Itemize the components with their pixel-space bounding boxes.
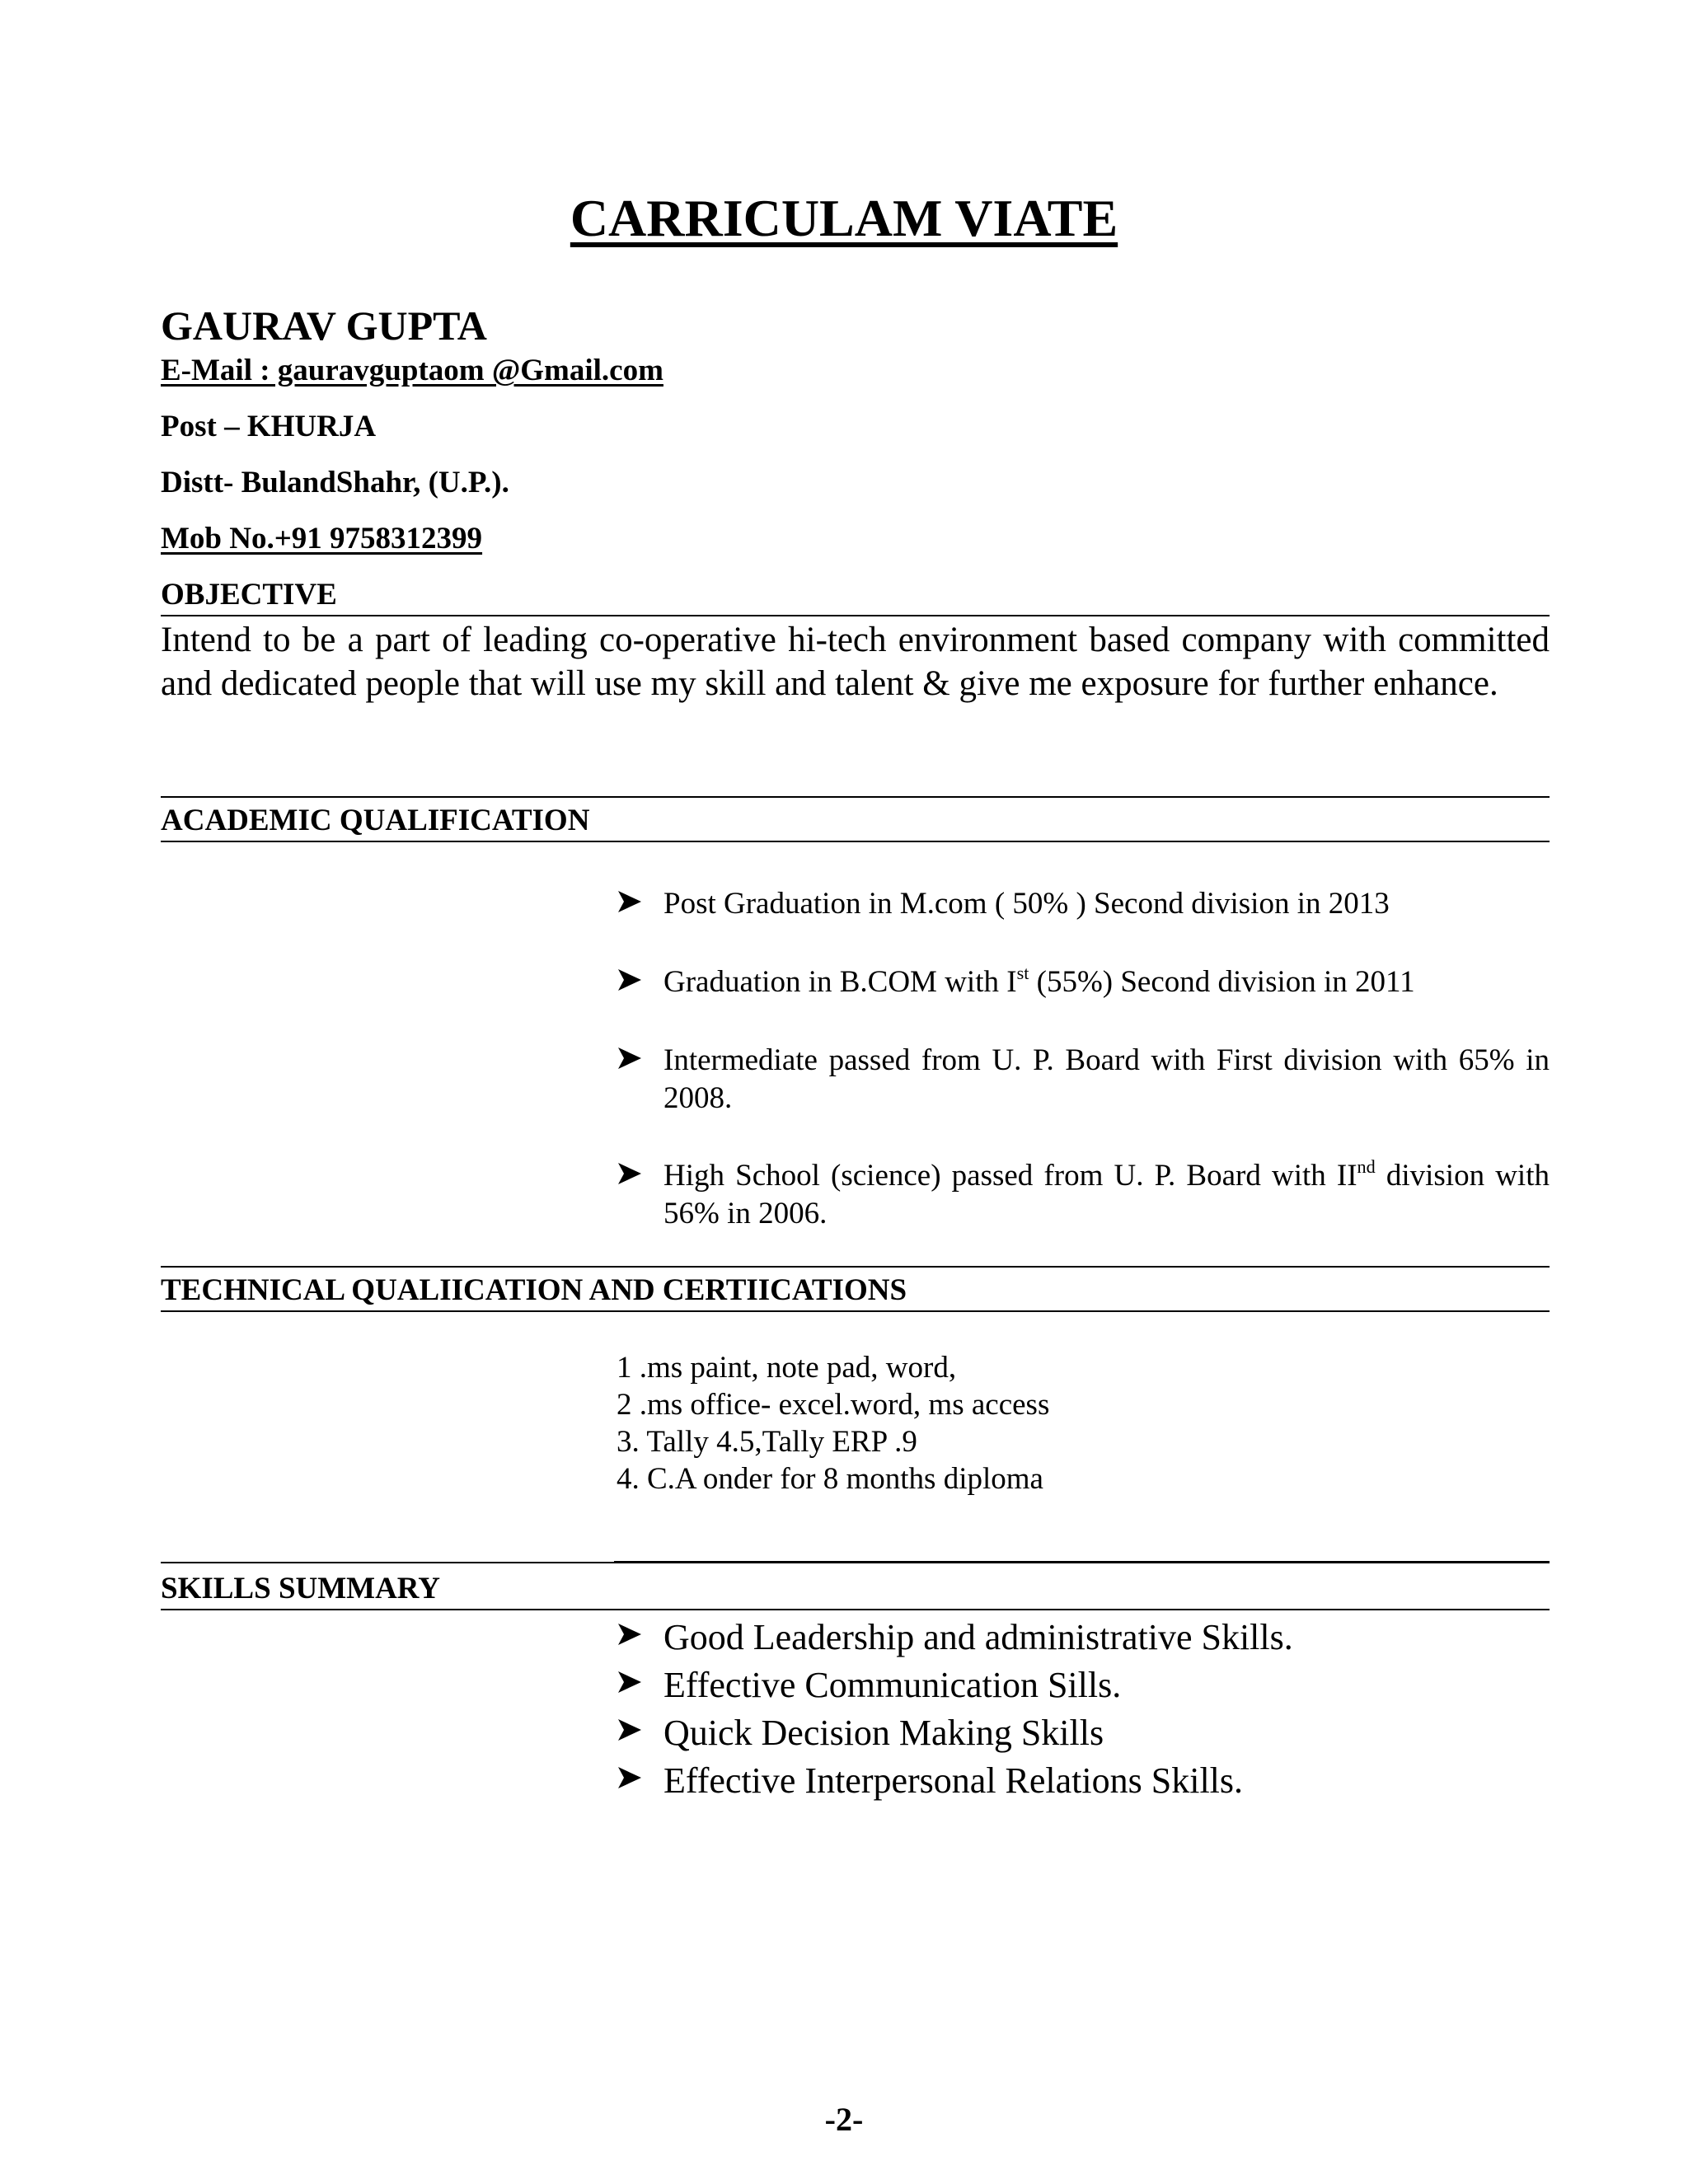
skill-item-text: Good Leadership and administrative Skills. — [663, 1617, 1293, 1657]
skills-top-rule-right — [614, 1561, 1550, 1563]
arrowhead-bullet-icon — [617, 1157, 643, 1190]
academic-item-text-post: division with 56% in 2006. — [663, 1159, 1550, 1230]
document-title: CARRICULAM VIATE — [570, 189, 1118, 247]
technical-item: 1 .ms paint, note pad, word, — [617, 1351, 957, 1385]
technical-item: 4. C.A onder for 8 months diploma — [617, 1462, 1043, 1496]
arrowhead-bullet-icon — [617, 1759, 643, 1797]
technical-item: 3. Tally 4.5,Tally ERP .9 — [617, 1425, 917, 1459]
academic-item-text — [663, 1157, 1550, 1233]
objective-text: Intend to be a part of leading co-operative hi-tech environment based company with committed and dedicated people that will use my skill and talent & give me exposure for further enhance. — [161, 621, 1550, 703]
mobile-line: Mob No.+91 9758312399 — [161, 522, 483, 555]
ordinal-suffix: nd — [1357, 1155, 1376, 1177]
candidate-name: GAURAV GUPTA — [161, 302, 487, 349]
skills-heading: SKILLS SUMMARY — [161, 1572, 440, 1605]
objective-heading: OBJECTIVE — [161, 578, 337, 612]
academic-item-text-pre: High School (science) passed from U. P. Board with II — [663, 1159, 1357, 1193]
email-line: E-Mail : gauravguptaom @Gmail.com — [161, 354, 663, 387]
technical-item: 2 .ms office- excel.word, ms access — [617, 1388, 1050, 1422]
post-line: Post – KHURJA — [161, 410, 377, 443]
academic-item-text-pre: Graduation in B.COM with I — [663, 965, 1017, 999]
technical-heading: TECHNICAL QUALIICATION AND CERTIICATIONS — [161, 1273, 907, 1307]
district-line: Distt- BulandShahr, (U.P.). — [161, 466, 509, 499]
skill-item-text: Quick Decision Making Skills — [663, 1713, 1104, 1753]
technical-top-rule — [161, 1266, 1550, 1268]
academic-item-text: Post Graduation in M.com ( 50% ) Second division in 2013 — [663, 887, 1390, 921]
academic-item-text: Intermediate passed from U. P. Board with First division with 65% in 2008. — [663, 1043, 1550, 1115]
arrowhead-bullet-icon — [617, 1615, 643, 1653]
technical-list — [617, 1349, 1049, 1497]
academic-top-rule — [161, 796, 1550, 798]
technical-bottom-rule — [161, 1310, 1550, 1312]
arrowhead-bullet-icon — [617, 1711, 643, 1749]
arrowhead-bullet-icon — [617, 1663, 643, 1701]
academic-item-text — [663, 963, 1550, 1001]
skills-bottom-rule — [161, 1609, 1550, 1610]
academic-item-text-post: (55%) Second division in 2011 — [1029, 965, 1415, 999]
skill-item-text: Effective Interpersonal Relations Skills. — [663, 1760, 1244, 1801]
page-number: -2- — [824, 2101, 864, 2138]
skill-item-text: Effective Communication Sills. — [663, 1665, 1122, 1705]
arrowhead-bullet-icon — [617, 1042, 643, 1075]
arrowhead-bullet-icon — [617, 963, 643, 996]
objective-rule — [161, 615, 1550, 616]
arrowhead-bullet-icon — [617, 885, 643, 918]
ordinal-suffix: st — [1016, 962, 1029, 983]
academic-bottom-rule — [161, 841, 1550, 842]
academic-heading: ACADEMIC QUALIFICATION — [161, 804, 590, 837]
